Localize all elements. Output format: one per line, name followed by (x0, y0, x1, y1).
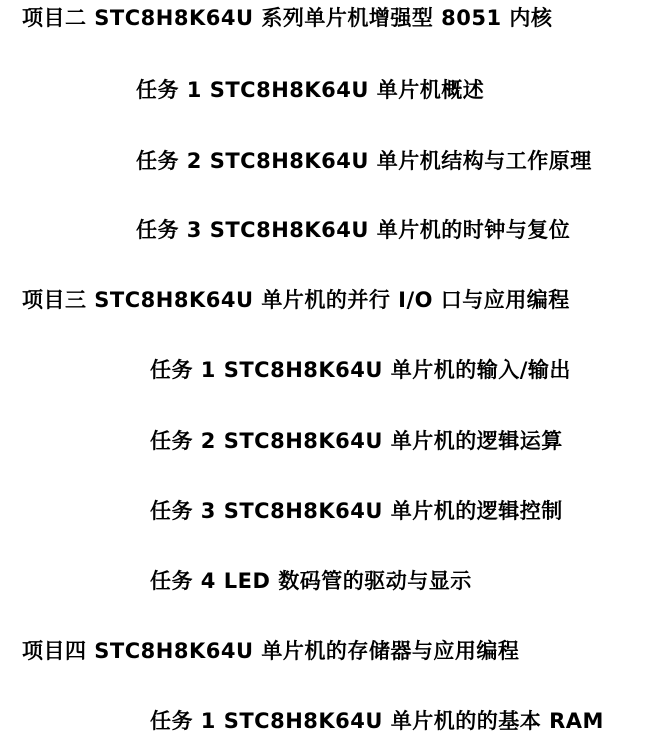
toc-project-3-task-1: 任务 1 STC8H8K64U 单片机的输入/输出 (150, 358, 571, 382)
toc-project-4-task-1: 任务 1 STC8H8K64U 单片机的的基本 RAM (150, 709, 604, 733)
toc-project-2-task-3: 任务 3 STC8H8K64U 单片机的时钟与复位 (136, 218, 571, 242)
toc-project-2-task-2: 任务 2 STC8H8K64U 单片机结构与工作原理 (136, 149, 592, 173)
toc-project-3-task-2: 任务 2 STC8H8K64U 单片机的逻辑运算 (150, 429, 563, 453)
toc-project-2: 项目二 STC8H8K64U 系列单片机增强型 8051 内核 (22, 6, 553, 30)
toc-project-2-task-1: 任务 1 STC8H8K64U 单片机概述 (136, 78, 485, 102)
toc-project-3-task-3: 任务 3 STC8H8K64U 单片机的逻辑控制 (150, 499, 563, 523)
toc-project-3-task-4: 任务 4 LED 数码管的驱动与显示 (150, 569, 472, 593)
toc-project-4: 项目四 STC8H8K64U 单片机的存储器与应用编程 (22, 639, 520, 663)
toc-project-3: 项目三 STC8H8K64U 单片机的并行 I/O 口与应用编程 (22, 288, 570, 312)
